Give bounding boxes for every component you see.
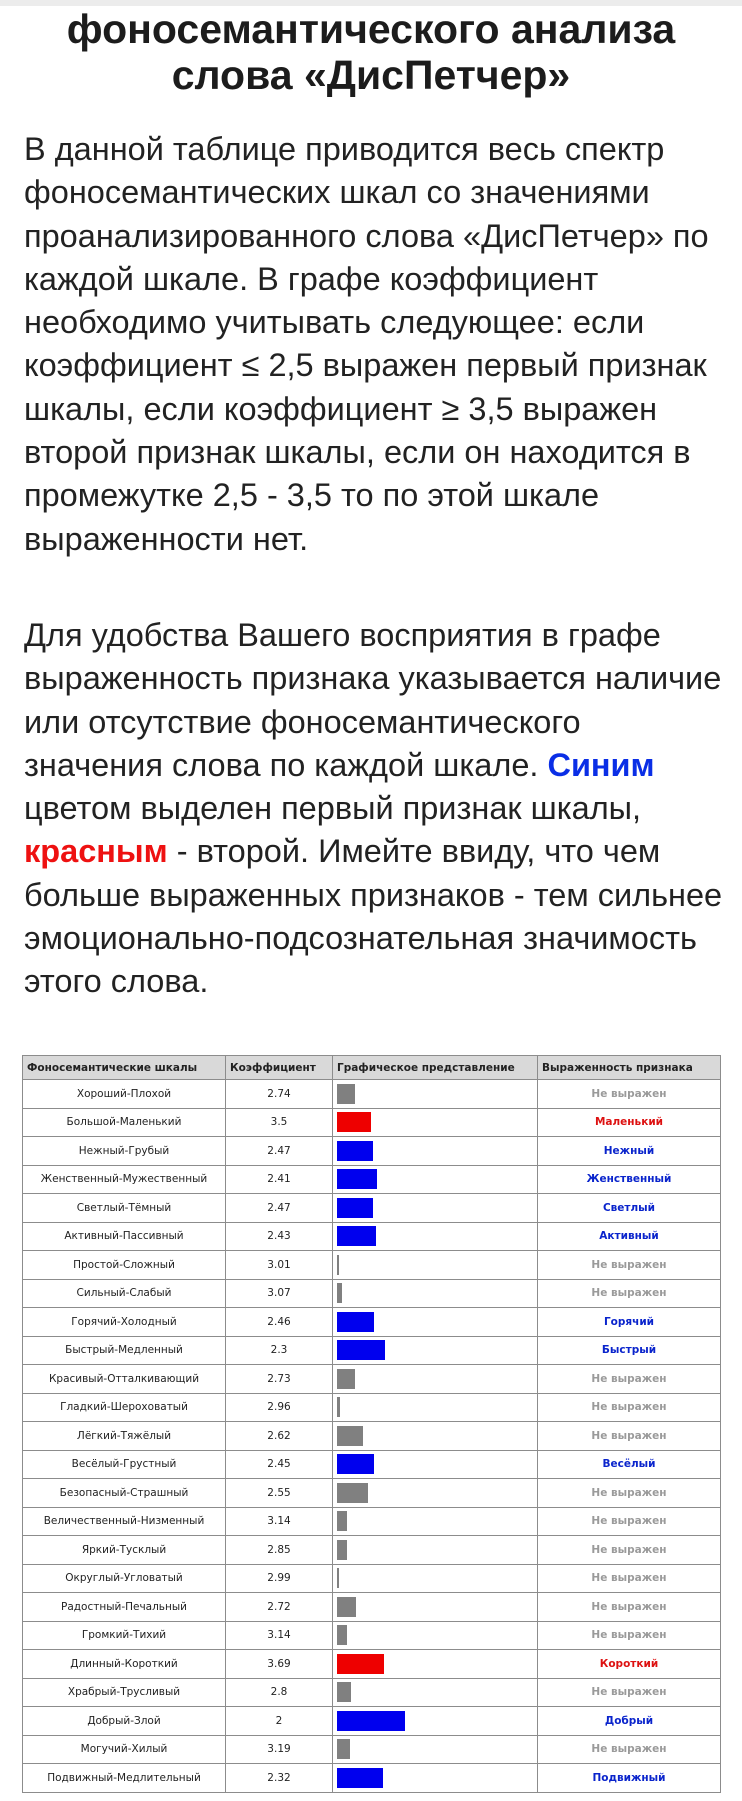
coefficient-value: 3.14 — [226, 1507, 333, 1536]
table-row — [23, 1507, 721, 1536]
scale-name: Активный-Пассивный — [23, 1222, 226, 1251]
coefficient-bar — [337, 1682, 351, 1702]
table-row — [23, 1764, 721, 1793]
table-row — [23, 1108, 721, 1137]
coefficient-bar — [337, 1426, 363, 1446]
table-row — [23, 1450, 721, 1479]
coefficient-bar — [337, 1568, 339, 1588]
scale-name: Величественный-Низменный — [23, 1507, 226, 1536]
table-header-row — [23, 1056, 721, 1080]
graphic-cell — [333, 1764, 538, 1793]
graphic-cell — [333, 1308, 538, 1337]
table-row — [23, 1194, 721, 1223]
coefficient-value: 2.46 — [226, 1308, 333, 1337]
header-scales: Фоносемантические шкалы — [23, 1056, 226, 1080]
coefficient-bar — [337, 1711, 405, 1731]
graphic-cell — [333, 1450, 538, 1479]
graphic-cell — [333, 1593, 538, 1622]
expression-value: Короткий — [538, 1650, 721, 1679]
scale-name: Нежный-Грубый — [23, 1137, 226, 1166]
expression-value: Не выражен — [538, 1422, 721, 1451]
graphic-cell — [333, 1393, 538, 1422]
coefficient-value: 3.19 — [226, 1735, 333, 1764]
scale-name: Весёлый-Грустный — [23, 1450, 226, 1479]
table-row — [23, 1678, 721, 1707]
scale-name: Радостный-Печальный — [23, 1593, 226, 1622]
table-row — [23, 1393, 721, 1422]
scale-name: Подвижный-Медлительный — [23, 1764, 226, 1793]
coefficient-value: 2.43 — [226, 1222, 333, 1251]
coefficient-value: 3.01 — [226, 1251, 333, 1280]
graphic-cell — [333, 1137, 538, 1166]
legend-text-1: Для удобства Вашего восприятия в графе выраженность признака указывается наличие или отсутствие фоносемантического значения слова по каждой шкале. — [24, 617, 722, 783]
coefficient-bar — [337, 1141, 373, 1161]
coefficient-value: 3.69 — [226, 1650, 333, 1679]
graphic-cell — [333, 1479, 538, 1508]
page-title — [0, 6, 742, 98]
expression-value: Не выражен — [538, 1251, 721, 1280]
coefficient-value: 2.41 — [226, 1165, 333, 1194]
table-row — [23, 1137, 721, 1166]
coefficient-value: 2.3 — [226, 1336, 333, 1365]
graphic-cell — [333, 1564, 538, 1593]
expression-value: Не выражен — [538, 1564, 721, 1593]
coefficient-value: 2.55 — [226, 1479, 333, 1508]
table-row — [23, 1593, 721, 1622]
coefficient-bar — [337, 1511, 347, 1531]
table-row — [23, 1365, 721, 1394]
expression-value: Маленький — [538, 1108, 721, 1137]
scale-name: Храбрый-Трусливый — [23, 1678, 226, 1707]
expression-value: Горячий — [538, 1308, 721, 1337]
expression-value: Подвижный — [538, 1764, 721, 1793]
table-row — [23, 1422, 721, 1451]
graphic-cell — [333, 1507, 538, 1536]
coefficient-value: 2.85 — [226, 1536, 333, 1565]
coefficient-bar — [337, 1454, 374, 1474]
coefficient-value: 3.07 — [226, 1279, 333, 1308]
graphic-cell — [333, 1536, 538, 1565]
graphic-cell — [333, 1707, 538, 1736]
scale-name: Красивый-Отталкивающий — [23, 1365, 226, 1394]
expression-value: Не выражен — [538, 1593, 721, 1622]
scale-name: Светлый-Тёмный — [23, 1194, 226, 1223]
scale-name: Длинный-Короткий — [23, 1650, 226, 1679]
table-row — [23, 1336, 721, 1365]
coefficient-value: 2.96 — [226, 1393, 333, 1422]
expression-value: Светлый — [538, 1194, 721, 1223]
coefficient-value: 2.99 — [226, 1564, 333, 1593]
scale-name: Яркий-Тусклый — [23, 1536, 226, 1565]
graphic-cell — [333, 1735, 538, 1764]
coefficient-bar — [337, 1768, 383, 1788]
expression-value: Весёлый — [538, 1450, 721, 1479]
graphic-cell — [333, 1279, 538, 1308]
coefficient-bar — [337, 1369, 355, 1389]
expression-value: Не выражен — [538, 1080, 721, 1109]
graphic-cell — [333, 1621, 538, 1650]
coefficient-bar — [337, 1312, 374, 1332]
coefficient-bar — [337, 1226, 376, 1246]
coefficient-value: 2.62 — [226, 1422, 333, 1451]
graphic-cell — [333, 1650, 538, 1679]
graphic-cell — [333, 1108, 538, 1137]
scale-name: Большой-Маленький — [23, 1108, 226, 1137]
page-title-line-2: слова «ДисПетчер» — [171, 52, 571, 98]
table-row — [23, 1621, 721, 1650]
scale-name: Лёгкий-Тяжёлый — [23, 1422, 226, 1451]
scale-name: Гладкий-Шероховатый — [23, 1393, 226, 1422]
table-row — [23, 1735, 721, 1764]
graphic-cell — [333, 1222, 538, 1251]
table-row — [23, 1650, 721, 1679]
scale-name: Горячий-Холодный — [23, 1308, 226, 1337]
expression-value: Не выражен — [538, 1536, 721, 1565]
table-row — [23, 1308, 721, 1337]
graphic-cell — [333, 1422, 538, 1451]
table-row — [23, 1251, 721, 1280]
expression-value: Не выражен — [538, 1507, 721, 1536]
coefficient-value: 2 — [226, 1707, 333, 1736]
expression-value: Не выражен — [538, 1279, 721, 1308]
expression-value: Не выражен — [538, 1365, 721, 1394]
scale-name: Сильный-Слабый — [23, 1279, 226, 1308]
scale-name: Добрый-Злой — [23, 1707, 226, 1736]
graphic-cell — [333, 1251, 538, 1280]
header-expression: Выраженность признака — [538, 1056, 721, 1080]
intro-paragraph: В данной таблице приводится весь спектр фоносемантических шкал со значениями проанализированного слова «ДисПетчер» по каждой шкале. В графе коэффициент необходимо учитывать следующее: если коэффициент ≤ 2,5 выражен первый признак шкалы, если коэффициент ≥ 3,5 выражен второй признак шкалы, если он находится в промежутке 2,5 - 3,5 то по этой шкале выраженности нет. — [24, 131, 709, 557]
scale-name: Безопасный-Страшный — [23, 1479, 226, 1508]
coefficient-bar — [337, 1739, 350, 1759]
scale-name: Громкий-Тихий — [23, 1621, 226, 1650]
coefficient-value: 2.73 — [226, 1365, 333, 1394]
expression-value: Активный — [538, 1222, 721, 1251]
coefficient-value: 3.5 — [226, 1108, 333, 1137]
coefficient-bar — [337, 1397, 340, 1417]
coefficient-value: 3.14 — [226, 1621, 333, 1650]
expression-value: Нежный — [538, 1137, 721, 1166]
page-title-line-1: фоносемантического анализа — [66, 6, 676, 52]
coefficient-value: 2.74 — [226, 1080, 333, 1109]
expression-value: Добрый — [538, 1707, 721, 1736]
coefficient-bar — [337, 1597, 356, 1617]
scale-name: Быстрый-Медленный — [23, 1336, 226, 1365]
expression-value: Не выражен — [538, 1735, 721, 1764]
coefficient-bar — [337, 1483, 368, 1503]
table-body — [23, 1080, 721, 1793]
graphic-cell — [333, 1165, 538, 1194]
coefficient-bar — [337, 1112, 371, 1132]
legend-red-word: красным — [24, 833, 168, 870]
coefficient-bar — [337, 1169, 377, 1189]
table-row — [23, 1080, 721, 1109]
table-row — [23, 1479, 721, 1508]
coefficient-bar — [337, 1340, 385, 1360]
header-graphic: Графическое представление — [333, 1056, 538, 1080]
scale-name: Округлый-Угловатый — [23, 1564, 226, 1593]
graphic-cell — [333, 1080, 538, 1109]
phonosemantic-table — [22, 1055, 721, 1793]
coefficient-value: 2.47 — [226, 1137, 333, 1166]
coefficient-bar — [337, 1255, 339, 1275]
table-row — [23, 1707, 721, 1736]
table-row — [23, 1222, 721, 1251]
coefficient-bar — [337, 1625, 347, 1645]
header-coefficient: Коэффициент — [226, 1056, 333, 1080]
graphic-cell — [333, 1678, 538, 1707]
coefficient-bar — [337, 1283, 342, 1303]
graphic-cell — [333, 1194, 538, 1223]
coefficient-value: 2.8 — [226, 1678, 333, 1707]
table-row — [23, 1279, 721, 1308]
scale-name: Простой-Сложный — [23, 1251, 226, 1280]
coefficient-value: 2.72 — [226, 1593, 333, 1622]
legend-blue-word: Синим — [547, 746, 655, 783]
graphic-cell — [333, 1365, 538, 1394]
coefficient-bar — [337, 1084, 355, 1104]
coefficient-bar — [337, 1198, 373, 1218]
scale-name: Могучий-Хилый — [23, 1735, 226, 1764]
coefficient-value: 2.45 — [226, 1450, 333, 1479]
scale-name: Женственный-Мужественный — [23, 1165, 226, 1194]
expression-value: Быстрый — [538, 1336, 721, 1365]
legend-paragraph — [24, 614, 724, 1004]
expression-value: Женственный — [538, 1165, 721, 1194]
expression-value: Не выражен — [538, 1393, 721, 1422]
expression-value: Не выражен — [538, 1479, 721, 1508]
expression-value: Не выражен — [538, 1621, 721, 1650]
expression-value: Не выражен — [538, 1678, 721, 1707]
table-row — [23, 1536, 721, 1565]
graphic-cell — [333, 1336, 538, 1365]
scale-name: Хороший-Плохой — [23, 1080, 226, 1109]
table-row — [23, 1165, 721, 1194]
legend-text-3: - второй. Имейте ввиду, что чем больше выраженных признаков - тем сильнее эмоционально-подсознательная значимость этого слова. — [24, 833, 723, 1000]
coefficient-value: 2.47 — [226, 1194, 333, 1223]
coefficient-bar — [337, 1540, 347, 1560]
table-row — [23, 1564, 721, 1593]
coefficient-bar — [337, 1654, 384, 1674]
coefficient-value: 2.32 — [226, 1764, 333, 1793]
legend-text-2: цветом выделен первый признак шкалы, — [24, 790, 642, 827]
